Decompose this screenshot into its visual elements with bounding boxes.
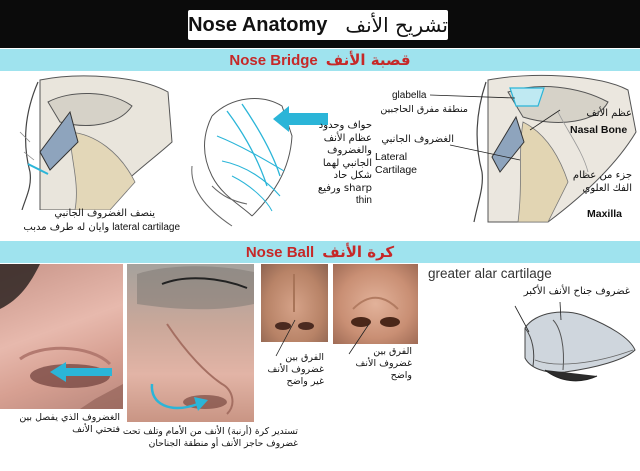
nose-ball-title-ar: كرة الأنف	[322, 243, 395, 261]
photo1-overlay	[0, 264, 123, 409]
maxilla-label-ar	[560, 170, 632, 195]
photo3-caption	[250, 352, 324, 388]
photo4-caption	[340, 346, 412, 382]
left-sketch-caption-line2	[10, 222, 180, 235]
bridge-desc-line: sharp ورفيع	[317, 182, 372, 194]
left-sketch-caption-ar: ينصف الغضروف الجانبي	[54, 208, 155, 219]
bridge-desc-line: الجانبي لهما	[322, 157, 372, 169]
maxilla-label-line: الفك العلوي	[582, 182, 632, 194]
lateral-cartilage-line: Cartilage	[375, 163, 418, 176]
nose-bridge-line-sketch	[172, 76, 312, 236]
photo3-caption-line: غير واضح	[286, 375, 324, 387]
page-title	[188, 10, 448, 40]
photo2-curved-arrow-icon	[146, 380, 216, 416]
nasal-bone-label-ar: عظم الأنف	[586, 108, 632, 119]
nose-ball-title-en: Nose Ball	[245, 243, 315, 261]
photo1-arrow-icon	[50, 362, 112, 382]
photo4-caption-line: غضروف الأنف	[355, 357, 412, 369]
bridge-desc-line: حواف وحدود	[318, 120, 372, 131]
left-sketch-caption-en: lateral cartilage	[112, 222, 180, 233]
maxilla-label-en: Maxilla	[587, 208, 623, 220]
skull-side-sketch	[0, 72, 175, 210]
bridge-desc-line: شكل حاد	[333, 170, 372, 181]
page-title-en: Nose Anatomy	[188, 13, 328, 36]
bridge-desc-line: والغضروف	[327, 145, 372, 156]
alar-cartilage-label-en: greater alar cartilage	[428, 266, 552, 281]
photo1-caption	[0, 412, 120, 436]
nose-bridge-title-en: Nose Bridge	[229, 51, 318, 69]
photo2-caption	[118, 426, 298, 449]
bridge-desc-line: thin	[355, 195, 372, 206]
photo1-caption-line: فتحتي الأنف	[72, 423, 120, 435]
nose-ball-section-bar	[0, 241, 640, 263]
photo4-caption-line: الفرق بين	[373, 346, 412, 357]
page-title-ar: تشريح الأنف	[345, 13, 448, 37]
photo3-caption-line: الفرق بين	[285, 352, 324, 363]
glabella-label-ar: منطقة مفرق الحاجبين	[380, 104, 468, 115]
lateral-cartilage-label-en	[375, 151, 417, 176]
nasal-bone-label-en: Nasal Bone	[570, 124, 628, 136]
photo2-caption-line: تستدير كرة (أرنبة) الأنف من الأمام وتلف تحت	[122, 426, 298, 437]
alar-cartilage-diagram	[505, 298, 640, 390]
photo1-caption-line: الغضروف الذي يفصل بين	[19, 412, 120, 423]
lateral-cartilage-label-ar: الغضروف الجانبي	[381, 134, 454, 145]
bridge-desc-line: عظام الأنف	[323, 132, 372, 144]
photo2-caption-line: غضروف حاجز الأنف أو منطقة الجناحان	[148, 437, 298, 449]
nose-photo-side-closeup	[0, 264, 123, 409]
alar-cartilage-label-ar: غضروف جناح الأنف الأكبر	[523, 286, 630, 297]
photo4-caption-line: واضح	[390, 369, 412, 381]
glabella-label-en: glabella	[392, 90, 427, 101]
photo3-caption-line: غضروف الأنف	[267, 363, 324, 375]
nose-bridge-title-ar: قصبة الأنف	[325, 51, 411, 69]
maxilla-label-line: جزء من عظام	[572, 170, 632, 181]
nose-bridge-section-bar	[0, 49, 640, 71]
lateral-cartilage-line: Lateral	[375, 151, 408, 163]
left-sketch-caption-tail-ar: وايان له طرف مدبب	[23, 222, 110, 233]
